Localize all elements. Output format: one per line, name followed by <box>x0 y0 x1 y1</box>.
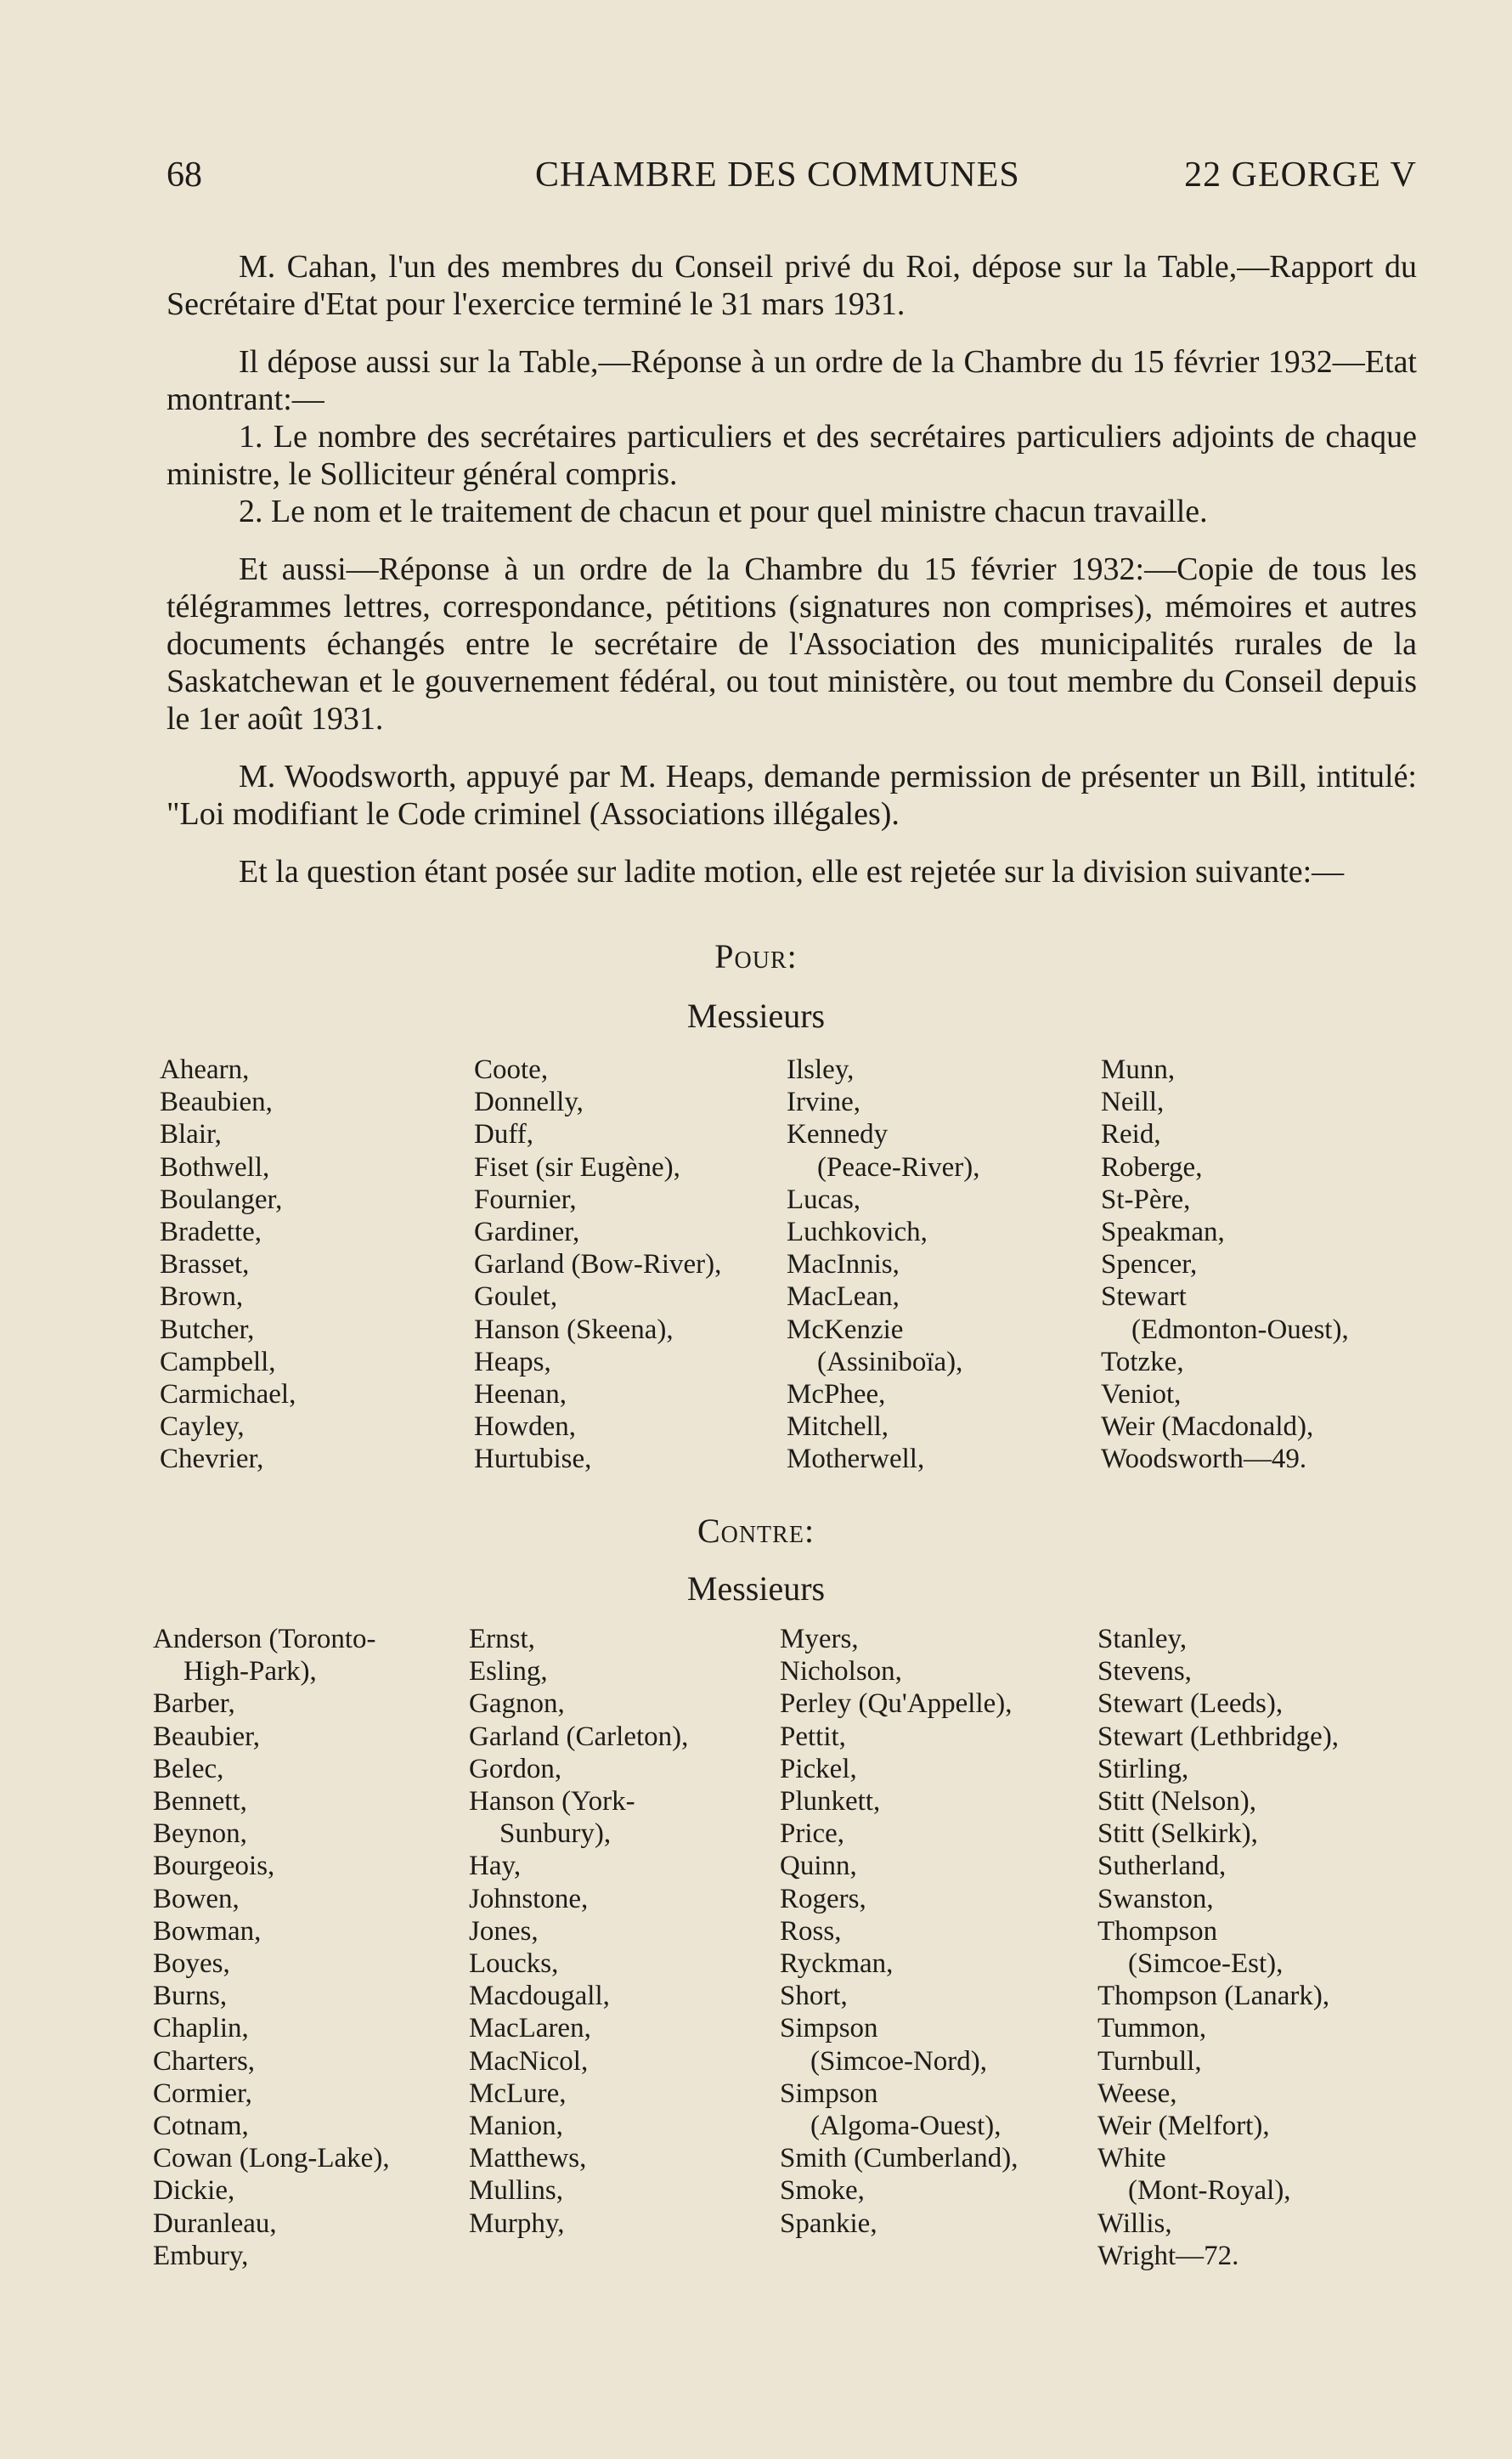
member-name: MacLaren, <box>469 2013 591 2044</box>
member-name: (Simcoe-Est), <box>1128 1948 1284 1980</box>
contre-column-4 <box>1097 1623 1339 2272</box>
member-name: Boyes, <box>153 1948 230 1980</box>
member-name: Motherwell, <box>787 1444 925 1475</box>
member-name: Veniot, <box>1101 1379 1182 1410</box>
member-name: Turnbull, <box>1097 2045 1202 2077</box>
member-name: Burns, <box>153 1981 228 2012</box>
member-name: Campbell, <box>160 1346 276 1377</box>
contre-column-2 <box>469 1623 688 2240</box>
body-text <box>166 248 1417 911</box>
member-name: Anderson (Toronto- <box>153 1624 376 1654</box>
member-name: Gordon, <box>469 1753 562 1784</box>
regnal-year: 22 GEORGE V <box>1184 155 1417 195</box>
member-name: Tummon, <box>1097 2013 1207 2044</box>
member-name: Quinn, <box>780 1851 857 1882</box>
member-name: St-Père, <box>1101 1184 1191 1215</box>
member-name: Thompson <box>1097 1915 1218 1947</box>
pour-column-2 <box>474 1054 721 1476</box>
member-name: Reid, <box>1101 1119 1161 1150</box>
member-name: Bothwell, <box>160 1151 270 1183</box>
member-name: MacInnis, <box>787 1249 900 1280</box>
pour-column-1 <box>160 1054 296 1476</box>
member-name: Stitt (Selkirk), <box>1097 1818 1258 1850</box>
member-name: Matthews, <box>469 2143 587 2174</box>
member-name: Ross, <box>780 1915 842 1947</box>
member-name: Thompson (Lanark), <box>1097 1981 1330 2012</box>
member-name: Roberge, <box>1101 1151 1203 1183</box>
member-name: Dickie, <box>153 2175 235 2207</box>
member-name: Sunbury), <box>499 1818 612 1850</box>
list-item-1: 1. Le nombre des secrétaires particuliers et des secrétaires particuliers adjoints de chaque ministre, le Solliciteur général compris. <box>166 419 1417 492</box>
member-name: Barber, <box>153 1688 235 1720</box>
member-name: Ahearn, <box>160 1054 250 1085</box>
member-name: Embury, <box>153 2240 249 2271</box>
member-name: Perley (Qu'Appelle), <box>780 1688 1013 1720</box>
member-name: Hay, <box>469 1851 522 1882</box>
paragraph-reponse: Il dépose aussi sur la Table,—Réponse à un ordre de la Chambre du 15 février 1932—Etat montrant:— <box>166 344 1417 417</box>
member-name: (Simcoe-Nord), <box>810 2045 988 2077</box>
member-name: Bowman, <box>153 1915 262 1947</box>
member-name: Nicholson, <box>780 1656 902 1687</box>
member-name: Loucks, <box>469 1948 559 1980</box>
member-name: Smith (Cumberland), <box>780 2143 1018 2174</box>
member-name: Stewart (Lethbridge), <box>1097 1721 1340 1752</box>
member-name: Gardiner, <box>474 1217 580 1248</box>
member-name: Woodsworth—49. <box>1101 1444 1307 1475</box>
member-name: Bourgeois, <box>153 1851 275 1882</box>
member-name: Beaubier, <box>153 1721 261 1752</box>
member-name: Cayley, <box>160 1411 245 1443</box>
member-name: McLure, <box>469 2077 567 2109</box>
member-name: Chaplin, <box>153 2013 249 2044</box>
member-name: Duff, <box>474 1119 533 1150</box>
member-name: Fiset (sir Eugène), <box>474 1151 680 1183</box>
member-name: Esling, <box>469 1656 548 1687</box>
paragraph-woodsworth: M. Woodsworth, appuyé par M. Heaps, demande permission de présenter un Bill, intitulé: "Loi modifiant le Code criminel (Associations illégales). <box>166 759 1417 832</box>
member-name: McPhee, <box>787 1379 886 1410</box>
member-name: Brown, <box>160 1281 244 1313</box>
member-name: Mitchell, <box>787 1411 889 1443</box>
member-name: Manion, <box>469 2111 563 2142</box>
member-name: Kennedy <box>787 1119 889 1150</box>
member-name: Garland (Bow-River), <box>474 1249 722 1280</box>
member-name: (Algoma-Ouest), <box>810 2111 1001 2142</box>
member-name: Hanson (Skeena), <box>474 1314 674 1345</box>
member-name: Mullins, <box>469 2175 563 2207</box>
member-name: Stitt (Nelson), <box>1097 1786 1256 1817</box>
member-name: Weir (Macdonald), <box>1101 1411 1314 1443</box>
member-name: Neill, <box>1101 1087 1165 1118</box>
member-name: Luchkovich, <box>787 1217 928 1248</box>
member-name: Short, <box>780 1981 848 2012</box>
member-name: Stanley, <box>1097 1624 1188 1654</box>
member-name: Garland (Carleton), <box>469 1721 689 1752</box>
member-name: Bowen, <box>153 1883 240 1914</box>
member-name: Spencer, <box>1101 1249 1198 1280</box>
pour-column-3 <box>787 1054 979 1476</box>
pour-subheading: Messieurs <box>686 997 826 1035</box>
contre-subheading: Messieurs <box>686 1569 826 1608</box>
page-number: 68 <box>166 155 202 195</box>
member-name: Brasset, <box>160 1249 250 1280</box>
member-name: Price, <box>780 1818 845 1850</box>
member-name: Spankie, <box>780 2207 877 2239</box>
member-name: Ilsley, <box>787 1054 855 1085</box>
member-name: Gagnon, <box>469 1688 565 1720</box>
member-name: Wright—72. <box>1097 2240 1239 2271</box>
running-title: CHAMBRE DES COMMUNES <box>535 155 1020 195</box>
member-name: Macdougall, <box>469 1981 610 2012</box>
member-name: (Mont-Royal), <box>1128 2175 1291 2207</box>
member-name: Chevrier, <box>160 1444 264 1475</box>
member-name: Carmichael, <box>160 1379 296 1410</box>
member-name: (Assiniboïa), <box>817 1346 963 1377</box>
member-name: Pettit, <box>780 1721 846 1752</box>
list-item-2: 2. Le nom et le traitement de chacun et pour quel ministre chacun travaille. <box>239 494 1208 529</box>
member-name: Beaubien, <box>160 1087 273 1118</box>
member-name: Ernst, <box>469 1624 535 1654</box>
paragraph-question: Et la question étant posée sur ladite motion, elle est rejetée sur la division suivante:— <box>239 854 1345 890</box>
member-name: Goulet, <box>474 1281 558 1313</box>
member-name: Murphy, <box>469 2207 565 2239</box>
member-name: Blair, <box>160 1119 222 1150</box>
member-name: Duranleau, <box>153 2207 277 2239</box>
member-name: Ryckman, <box>780 1948 894 1980</box>
member-name: (Peace-River), <box>817 1151 980 1183</box>
member-name: Simpson <box>780 2077 878 2109</box>
member-name: Myers, <box>780 1624 859 1654</box>
member-name: Totzke, <box>1101 1346 1184 1377</box>
page-header <box>0 155 1512 206</box>
member-name: Rogers, <box>780 1883 866 1914</box>
member-name: Stewart <box>1101 1281 1187 1313</box>
member-name: Pickel, <box>780 1753 857 1784</box>
pour-column-4 <box>1101 1054 1349 1476</box>
member-name: Heaps, <box>474 1346 551 1377</box>
member-name: Bennett, <box>153 1786 247 1817</box>
member-name: White <box>1097 2143 1166 2174</box>
member-name: Speakman, <box>1101 1217 1225 1248</box>
member-name: Cowan (Long-Lake), <box>153 2143 390 2174</box>
member-name: Weese, <box>1097 2077 1177 2109</box>
member-name: Irvine, <box>787 1087 861 1118</box>
member-name: Heenan, <box>474 1379 567 1410</box>
member-name: Hanson (York- <box>469 1786 635 1817</box>
member-name: Sutherland, <box>1097 1851 1227 1882</box>
member-name: MacLean, <box>787 1281 900 1313</box>
member-name: Weir (Melfort), <box>1097 2111 1270 2142</box>
member-name: Hurtubise, <box>474 1444 592 1475</box>
member-name: Cormier, <box>153 2077 252 2109</box>
paragraph-cahan: M. Cahan, l'un des membres du Conseil privé du Roi, dépose sur la Table,—Rapport du Secrétaire d'Etat pour l'exercice terminé le 31 mars 1931. <box>166 249 1417 322</box>
member-name: Stevens, <box>1097 1656 1192 1687</box>
contre-column-1 <box>153 1623 390 2272</box>
member-name: Johnstone, <box>469 1883 589 1914</box>
member-name: Boulanger, <box>160 1184 283 1215</box>
contre-column-3 <box>780 1623 1018 2240</box>
member-name: Smoke, <box>780 2175 865 2207</box>
member-name: Fournier, <box>474 1184 577 1215</box>
member-name: Coote, <box>474 1054 549 1085</box>
member-name: Cotnam, <box>153 2111 249 2142</box>
member-name: Lucas, <box>787 1184 861 1215</box>
member-name: Belec, <box>153 1753 224 1784</box>
contre-heading: Contre: <box>697 1512 815 1550</box>
paragraph-et-aussi: Et aussi—Réponse à un ordre de la Chambre du 15 février 1932:—Copie de tous les télégrammes lettres, correspondance, pétitions (signatures non comprises), mémoires et autres documents échangés entre le secrétaire de l'Association des municipalités rurales de la Saskatchewan et le gouvernement fédéral, ou tout ministère, ou tout membre du Conseil depuis le 1er août 1931. <box>166 551 1417 737</box>
member-name: Bradette, <box>160 1217 262 1248</box>
member-name: Howden, <box>474 1411 577 1443</box>
member-name: Plunkett, <box>780 1786 881 1817</box>
member-name: Stirling, <box>1097 1753 1189 1784</box>
member-name: High-Park), <box>183 1656 317 1687</box>
member-name: Beynon, <box>153 1818 247 1850</box>
member-name: Willis, <box>1097 2207 1172 2239</box>
member-name: Charters, <box>153 2045 256 2077</box>
member-name: McKenzie <box>787 1314 904 1345</box>
member-name: (Edmonton-Ouest), <box>1131 1314 1349 1345</box>
member-name: Munn, <box>1101 1054 1176 1085</box>
member-name: Simpson <box>780 2013 878 2044</box>
member-name: Jones, <box>469 1915 539 1947</box>
member-name: Butcher, <box>160 1314 255 1345</box>
member-name: Swanston, <box>1097 1883 1214 1914</box>
member-name: MacNicol, <box>469 2045 589 2077</box>
pour-heading: Pour: <box>714 937 798 975</box>
member-name: Donnelly, <box>474 1087 584 1118</box>
member-name: Stewart (Leeds), <box>1097 1688 1284 1720</box>
